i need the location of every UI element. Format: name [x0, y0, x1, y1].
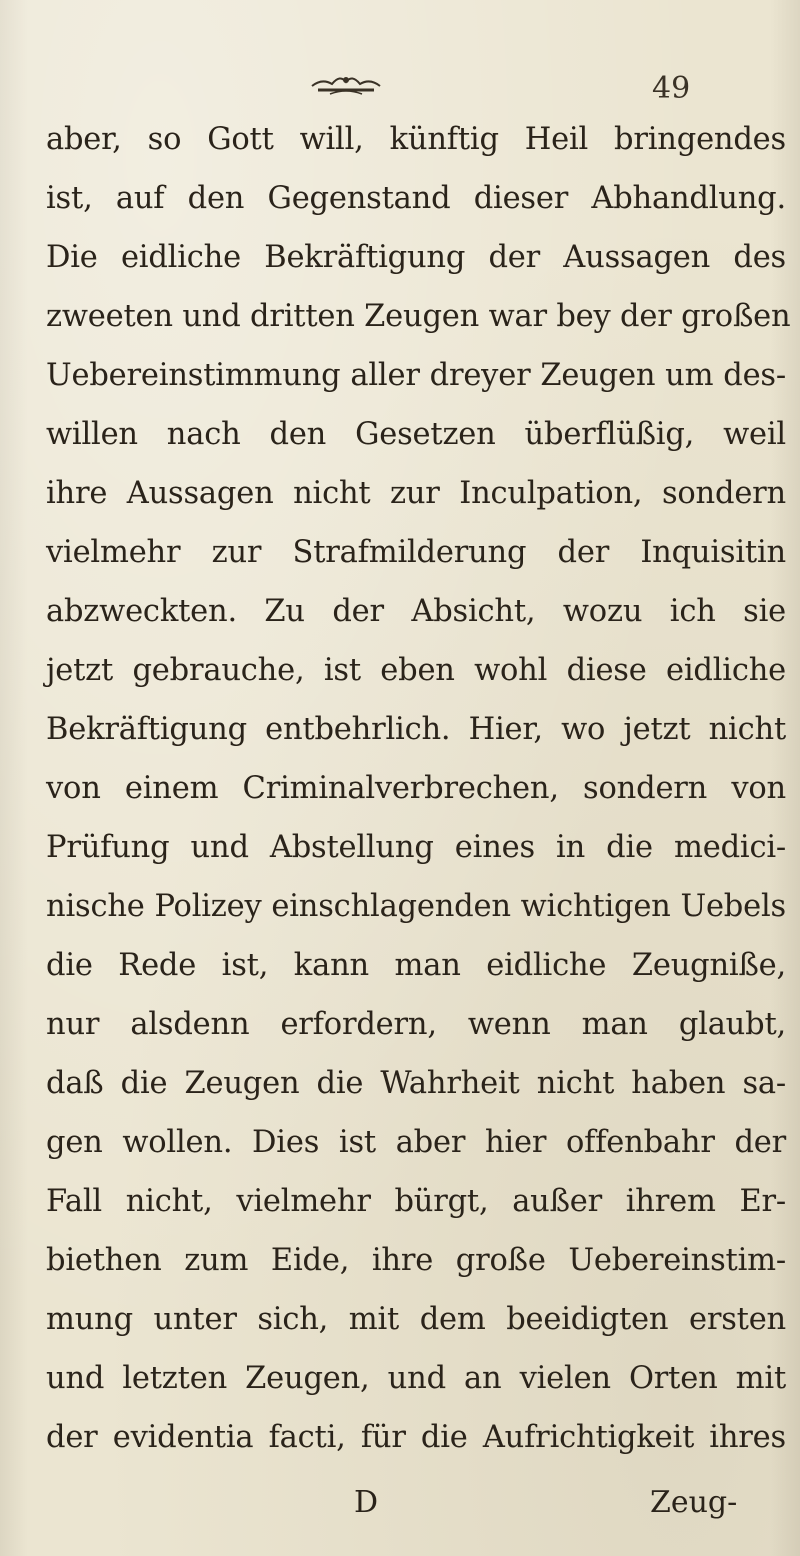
text-line: Bekräftigung entbehrlich. Hier, wo jetzt nicht — [46, 712, 786, 747]
text-line: gen wollen. Dies ist aber hier offenbahr der — [46, 1125, 786, 1160]
text-line: nur alsdenn erfordern, wenn man glaubt, — [46, 1007, 786, 1042]
text-line: ist, auf den Gegenstand dieser Abhandlung. — [46, 181, 786, 216]
printer-ornament-icon — [310, 72, 382, 98]
text-line: jetzt gebrauche, ist eben wohl diese eidliche — [46, 653, 786, 688]
signature-mark: D — [354, 1485, 379, 1520]
text-line: ihre Aussagen nicht zur Inculpation, sondern — [46, 476, 786, 511]
text-line: der evidentia facti, für die Aufrichtigkeit ihres — [46, 1420, 786, 1455]
text-line: und letzten Zeugen, und an vielen Orten mit — [46, 1361, 786, 1396]
catchword: Zeug- — [650, 1485, 738, 1520]
text-line: Fall nicht, vielmehr bürgt, außer ihrem Er- — [46, 1184, 786, 1219]
text-line: von einem Criminalverbrechen, sondern von — [46, 771, 786, 806]
page-footer — [0, 1478, 800, 1528]
text-line: biethen zum Eide, ihre große Uebereinstim- — [46, 1243, 786, 1278]
body-text — [46, 110, 791, 1467]
text-line: daß die Zeugen die Wahrheit nicht haben sa- — [46, 1066, 786, 1101]
text-line: mung unter sich, mit dem beeidigten ersten — [46, 1302, 786, 1337]
text-line: Prüfung und Abstellung eines in die medici- — [46, 830, 786, 865]
page-number: 49 — [652, 71, 691, 106]
text-line: abzweckten. Zu der Absicht, wozu ich sie — [46, 594, 786, 629]
text-line: Die eidliche Bekräftigung der Aussagen des — [46, 240, 786, 275]
text-line: vielmehr zur Strafmilderung der Inquisitin — [46, 535, 786, 570]
text-line: nische Polizey einschlagenden wichtigen Uebels — [46, 889, 786, 924]
text-line: die Rede ist, kann man eidliche Zeugniße, — [46, 948, 786, 983]
text-line: willen nach den Gesetzen überflüßig, weil — [46, 417, 786, 452]
text-line: Uebereinstimmung aller dreyer Zeugen um des- — [46, 358, 786, 393]
text-line: zweeten und dritten Zeugen war bey der großen — [46, 299, 791, 334]
text-line: aber, so Gott will, künftig Heil bringendes — [46, 122, 786, 157]
